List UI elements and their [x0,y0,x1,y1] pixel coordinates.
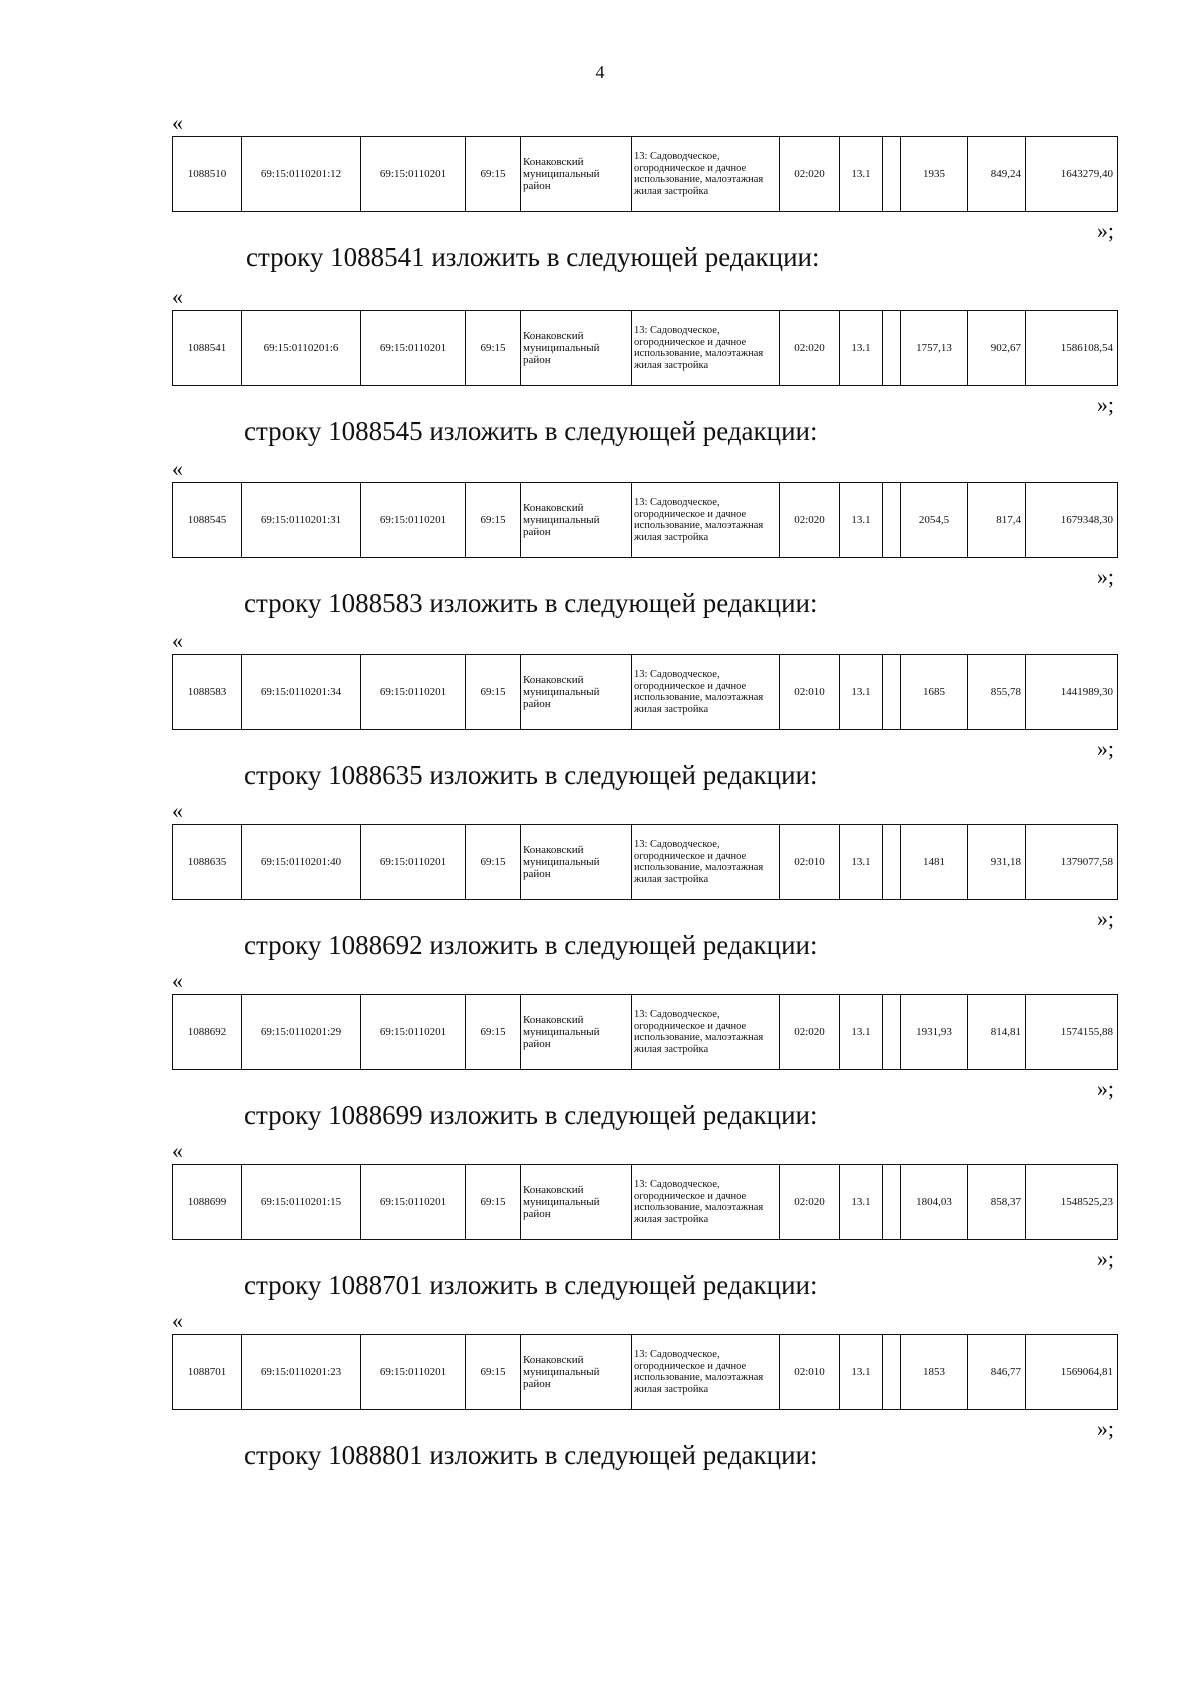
cadastral-quarter-cell: 69:15:0110201 [361,1335,466,1410]
cadastral-value-cell: 1441989,30 [1026,655,1118,730]
district-code-cell: 69:15 [466,311,521,386]
land-use-cell: 13: Садоводческое, огородническое и дачное использование, малоэтажная жилая застройка [632,995,780,1070]
amendment-block [0,1140,1200,1324]
specific-value-cell: 849,24 [968,137,1026,212]
cadastral-row-table [172,824,1118,900]
district-cell: Конаковский муниципальный район [521,995,632,1070]
code-cell: 02:020 [780,1165,840,1240]
cadastral-number-cell: 69:15:0110201:6 [242,311,361,386]
page-number: 4 [595,62,605,82]
cadastral-number-cell: 69:15:0110201:12 [242,137,361,212]
cadastral-number-cell: 69:15:0110201:23 [242,1335,361,1410]
specific-value-cell: 858,37 [968,1165,1026,1240]
land-use-cell: 13: Садоводческое, огородническое и дачное использование, малоэтажная жилая застройка [632,825,780,900]
code-cell: 02:020 [780,483,840,558]
empty-cell [883,137,901,212]
amendment-instruction: строку 1088541 изложить в следующей редакции: [246,242,820,272]
table-row [173,655,1118,730]
opening-quote-mark: « [172,798,183,823]
cadastral-row-table [172,310,1118,386]
opening-quote-mark: « [172,110,183,135]
cadastral-quarter-cell: 69:15:0110201 [361,137,466,212]
closing-quote-mark: »; [1096,1246,1114,1271]
specific-value-cell: 817,4 [968,483,1026,558]
cadastral-number-cell: 69:15:0110201:15 [242,1165,361,1240]
empty-cell [883,825,901,900]
opening-quote-mark: « [172,456,183,481]
group-cell: 13.1 [840,137,883,212]
area-cell: 1757,13 [901,311,968,386]
specific-value-cell: 931,18 [968,825,1026,900]
district-cell: Конаковский муниципальный район [521,825,632,900]
opening-quote-mark: « [172,968,183,993]
cadastral-number-cell: 69:15:0110201:31 [242,483,361,558]
code-cell: 02:010 [780,655,840,730]
district-cell: Конаковский муниципальный район [521,1335,632,1410]
amendment-instruction: строку 1088701 изложить в следующей редакции: [244,1270,818,1300]
amendment-block [0,458,1200,642]
amendment-instruction: строку 1088635 изложить в следующей редакции: [244,760,818,790]
empty-cell [883,483,901,558]
cadastral-value-cell: 1548525,23 [1026,1165,1118,1240]
group-cell: 13.1 [840,655,883,730]
table-row [173,995,1118,1070]
row-id-cell: 1088635 [173,825,242,900]
table-row [173,1165,1118,1240]
area-cell: 1935 [901,137,968,212]
district-cell: Конаковский муниципальный район [521,483,632,558]
amendment-instruction: строку 1088692 изложить в следующей редакции: [244,930,818,960]
cadastral-value-cell: 1569064,81 [1026,1335,1118,1410]
empty-cell [883,995,901,1070]
group-cell: 13.1 [840,311,883,386]
cadastral-quarter-cell: 69:15:0110201 [361,655,466,730]
cadastral-number-cell: 69:15:0110201:29 [242,995,361,1070]
group-cell: 13.1 [840,995,883,1070]
cadastral-quarter-cell: 69:15:0110201 [361,311,466,386]
amendment-block [0,286,1200,470]
cadastral-row-table [172,136,1118,212]
cadastral-row-table [172,1334,1118,1410]
land-use-cell: 13: Садоводческое, огородническое и дачное использование, малоэтажная жилая застройка [632,311,780,386]
group-cell: 13.1 [840,1335,883,1410]
specific-value-cell: 814,81 [968,995,1026,1070]
cadastral-value-cell: 1379077,58 [1026,825,1118,900]
land-use-cell: 13: Садоводческое, огородническое и дачное использование, малоэтажная жилая застройка [632,137,780,212]
table-row [173,825,1118,900]
cadastral-value-cell: 1574155,88 [1026,995,1118,1070]
empty-cell [883,655,901,730]
cadastral-quarter-cell: 69:15:0110201 [361,995,466,1070]
cadastral-value-cell: 1586108,54 [1026,311,1118,386]
land-use-cell: 13: Садоводческое, огородническое и дачное использование, малоэтажная жилая застройка [632,1335,780,1410]
closing-quote-mark: »; [1096,564,1114,589]
district-cell: Конаковский муниципальный район [521,137,632,212]
group-cell: 13.1 [840,825,883,900]
closing-quote-mark: »; [1096,736,1114,761]
specific-value-cell: 855,78 [968,655,1026,730]
table-row [173,483,1118,558]
row-id-cell: 1088510 [173,137,242,212]
specific-value-cell: 902,67 [968,311,1026,386]
cadastral-row-table [172,1164,1118,1240]
area-cell: 2054,5 [901,483,968,558]
empty-cell [883,1165,901,1240]
opening-quote-mark: « [172,284,183,309]
land-use-cell: 13: Садоводческое, огородническое и дачное использование, малоэтажная жилая застройка [632,1165,780,1240]
area-cell: 1685 [901,655,968,730]
amendment-instruction: строку 1088583 изложить в следующей редакции: [244,588,818,618]
cadastral-number-cell: 69:15:0110201:40 [242,825,361,900]
code-cell: 02:010 [780,825,840,900]
amendment-block [0,1310,1200,1494]
area-cell: 1481 [901,825,968,900]
amendment-block [0,630,1200,814]
cadastral-number-cell: 69:15:0110201:34 [242,655,361,730]
closing-quote-mark: »; [1096,218,1114,243]
amendment-instruction: строку 1088801 изложить в следующей редакции: [244,1440,818,1470]
opening-quote-mark: « [172,628,183,653]
table-row [173,311,1118,386]
area-cell: 1853 [901,1335,968,1410]
district-cell: Конаковский муниципальный район [521,1165,632,1240]
table-row [173,137,1118,212]
cadastral-value-cell: 1679348,30 [1026,483,1118,558]
group-cell: 13.1 [840,483,883,558]
group-cell: 13.1 [840,1165,883,1240]
code-cell: 02:020 [780,995,840,1070]
district-code-cell: 69:15 [466,1335,521,1410]
cadastral-quarter-cell: 69:15:0110201 [361,1165,466,1240]
row-id-cell: 1088699 [173,1165,242,1240]
amendment-block [0,112,1200,296]
district-cell: Конаковский муниципальный район [521,655,632,730]
district-code-cell: 69:15 [466,483,521,558]
code-cell: 02:020 [780,137,840,212]
code-cell: 02:020 [780,311,840,386]
empty-cell [883,311,901,386]
amendment-block [0,970,1200,1154]
empty-cell [883,1335,901,1410]
cadastral-row-table [172,482,1118,558]
district-cell: Конаковский муниципальный район [521,311,632,386]
closing-quote-mark: »; [1096,1076,1114,1101]
opening-quote-mark: « [172,1308,183,1333]
cadastral-quarter-cell: 69:15:0110201 [361,483,466,558]
amendment-block [0,800,1200,984]
cadastral-row-table [172,994,1118,1070]
district-code-cell: 69:15 [466,655,521,730]
district-code-cell: 69:15 [466,995,521,1070]
area-cell: 1804,03 [901,1165,968,1240]
cadastral-row-table [172,654,1118,730]
specific-value-cell: 846,77 [968,1335,1026,1410]
row-id-cell: 1088692 [173,995,242,1070]
row-id-cell: 1088701 [173,1335,242,1410]
table-row [173,1335,1118,1410]
closing-quote-mark: »; [1096,1416,1114,1441]
land-use-cell: 13: Садоводческое, огородническое и дачное использование, малоэтажная жилая застройка [632,655,780,730]
district-code-cell: 69:15 [466,137,521,212]
opening-quote-mark: « [172,1138,183,1163]
row-id-cell: 1088583 [173,655,242,730]
amendment-instruction: строку 1088699 изложить в следующей редакции: [244,1100,818,1130]
cadastral-quarter-cell: 69:15:0110201 [361,825,466,900]
land-use-cell: 13: Садоводческое, огородническое и дачное использование, малоэтажная жилая застройка [632,483,780,558]
code-cell: 02:010 [780,1335,840,1410]
closing-quote-mark: »; [1096,906,1114,931]
amendment-instruction: строку 1088545 изложить в следующей редакции: [244,416,818,446]
district-code-cell: 69:15 [466,825,521,900]
row-id-cell: 1088541 [173,311,242,386]
area-cell: 1931,93 [901,995,968,1070]
row-id-cell: 1088545 [173,483,242,558]
cadastral-value-cell: 1643279,40 [1026,137,1118,212]
district-code-cell: 69:15 [466,1165,521,1240]
closing-quote-mark: »; [1096,392,1114,417]
